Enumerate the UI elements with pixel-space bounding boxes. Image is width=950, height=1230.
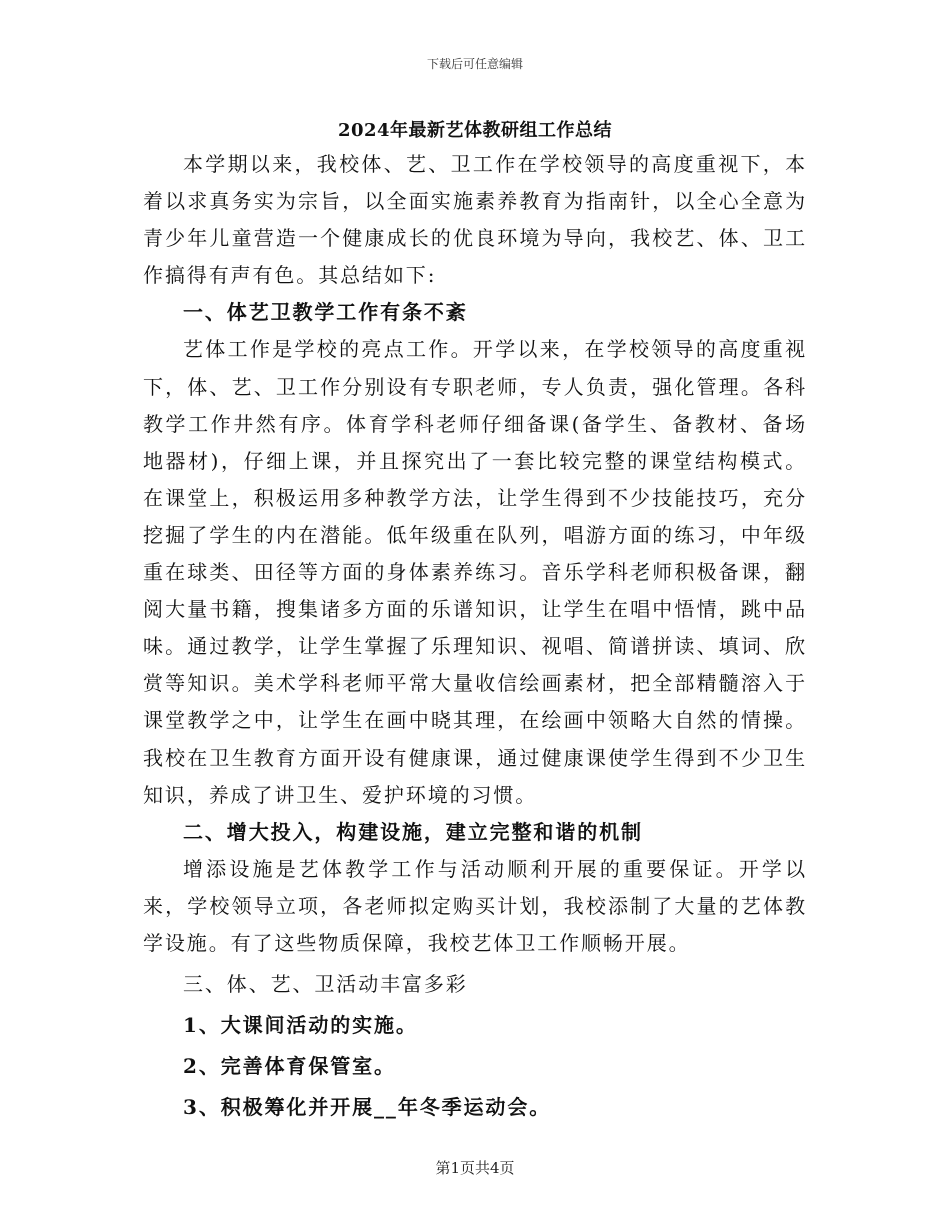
- section-heading-2: 二、增大投入，构建设施，建立完整和谐的机制: [183, 819, 643, 844]
- section-2-paragraph: 增添设施是艺体教学工作与活动顺利开展的重要保证。开学以来，学校领导立项，各老师拟定购买计划，我校添制了大量的艺体教学设施。有了这些物质保障，我校艺体卫工作顺畅开展。: [143, 856, 807, 955]
- list-item-1: 1、大课间活动的实施。: [183, 1013, 418, 1038]
- section-heading-1: 一、体艺卫教学工作有条不紊: [183, 300, 468, 325]
- intro-paragraph: 本学期以来，我校体、艺、卫工作在学校领导的高度重视下，本着以求真务实为宗旨，以全面实施素养教育为指南针，以全心全意为青少年儿童营造一个健康成长的优良环境为导向，我校艺、体、卫工作搞得有声有色。其总结如下:: [143, 152, 807, 288]
- list-item-2: 2、完善体育保管室。: [183, 1054, 396, 1079]
- document-body: [143, 146, 807, 1126]
- list-item-3: 3、积极筹化并开展__年冬季运动会。: [183, 1095, 552, 1120]
- page-number: 第1页共4页: [435, 1159, 515, 1177]
- header-note: 下载后可任意编辑: [426, 57, 523, 71]
- document-title: 2024年最新艺体教研组工作总结: [337, 120, 613, 141]
- section-1-paragraph: 艺体工作是学校的亮点工作。开学以来，在学校领导的高度重视下，体、艺、卫工作分别设有专职老师，专人负责，强化管理。各科教学工作井然有序。体育学科老师仔细备课(备学生、备教材、备场地器材)，仔细上课，并且探究出了一套比较完整的课堂结构模式。在课堂上，积极运用多种教学方法，让学生得到不少技能技巧，充分挖掘了学生的内在潜能。低年级重在队列，唱游方面的练习，中年级重在球类、田径等方面的身体素养练习。音乐学科老师积极备课，翻阅大量书籍，搜集诸多方面的乐谱知识，让学生在唱中悟情，跳中品味。通过教学，让学生掌握了乐理知识、视唱、简谱拼读、填词、欣赏等知识。美术学科老师平常大量收信绘画素材，把全部精髓溶入于课堂教学之中，让学生在画中晓其理，在绘画中领略大自然的情操。我校在卫生教育方面开设有健康课，通过健康课使学生得到不少卫生知识，养成了讲卫生、爱护环境的习惯。: [143, 337, 807, 807]
- section-heading-3: 三、体、艺、卫活动丰富多彩: [183, 972, 468, 997]
